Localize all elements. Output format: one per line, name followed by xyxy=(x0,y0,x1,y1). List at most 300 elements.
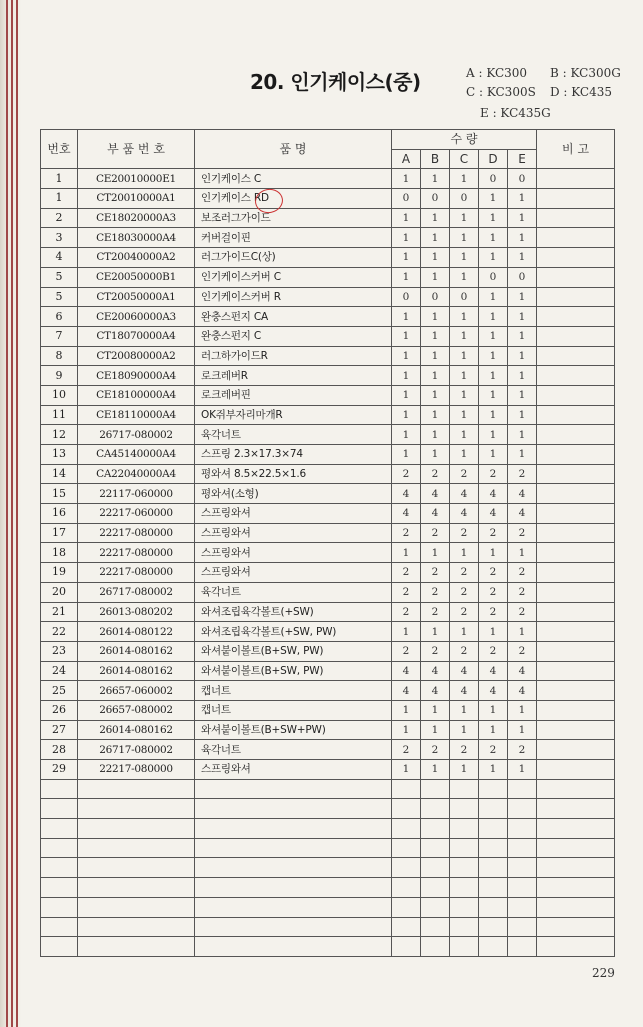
empty-cell xyxy=(479,917,508,937)
qty-cell: 1 xyxy=(392,543,421,563)
parts-table-body xyxy=(41,169,615,957)
part-number: CE20050000B1 xyxy=(78,267,195,287)
qty-cell: 1 xyxy=(392,248,421,268)
binding-line xyxy=(16,0,18,1027)
empty-cell xyxy=(195,838,392,858)
model-a: A : KC300 xyxy=(466,66,528,80)
table-row xyxy=(41,720,615,740)
part-number: CE18020000A3 xyxy=(78,208,195,228)
part-name: 스프링와셔 xyxy=(195,523,392,543)
qty-cell: 1 xyxy=(392,385,421,405)
empty-cell xyxy=(392,838,421,858)
qty-cell: 1 xyxy=(450,760,479,780)
remark-cell xyxy=(537,405,615,425)
row-number: 5 xyxy=(41,267,78,287)
table-row xyxy=(41,602,615,622)
qty-cell: 1 xyxy=(421,169,450,189)
empty-cell xyxy=(508,897,537,917)
row-number: 7 xyxy=(41,326,78,346)
qty-cell: 1 xyxy=(392,425,421,445)
remark-cell xyxy=(537,366,615,386)
empty-cell xyxy=(508,838,537,858)
empty-row xyxy=(41,799,615,819)
part-number: CE20010000E1 xyxy=(78,169,195,189)
empty-cell xyxy=(479,838,508,858)
qty-cell: 1 xyxy=(508,366,537,386)
empty-cell xyxy=(78,799,195,819)
empty-cell xyxy=(508,878,537,898)
qty-cell: 0 xyxy=(508,267,537,287)
table-row xyxy=(41,681,615,701)
qty-cell: 1 xyxy=(450,425,479,445)
qty-cell: 1 xyxy=(450,622,479,642)
row-number: 27 xyxy=(41,720,78,740)
qty-cell: 1 xyxy=(479,622,508,642)
remark-cell xyxy=(537,307,615,327)
remark-cell xyxy=(537,504,615,524)
part-name: 와셔조립육각볼트(+SW) xyxy=(195,602,392,622)
qty-cell: 2 xyxy=(450,464,479,484)
qty-cell: 0 xyxy=(450,189,479,209)
empty-cell xyxy=(41,819,78,839)
part-number: 22217-080000 xyxy=(78,543,195,563)
qty-cell: 2 xyxy=(421,740,450,760)
qty-cell: 1 xyxy=(421,248,450,268)
qty-cell: 1 xyxy=(508,543,537,563)
qty-cell: 1 xyxy=(479,208,508,228)
part-name: 스프링와셔 xyxy=(195,504,392,524)
qty-cell: 1 xyxy=(450,346,479,366)
empty-cell xyxy=(41,878,78,898)
row-number: 9 xyxy=(41,366,78,386)
qty-cell: 1 xyxy=(450,267,479,287)
part-number: 22217-080000 xyxy=(78,760,195,780)
part-name: 보조러그가이드 xyxy=(195,208,392,228)
empty-row xyxy=(41,779,615,799)
qty-cell: 1 xyxy=(508,425,537,445)
remark-cell xyxy=(537,543,615,563)
empty-cell xyxy=(537,917,615,937)
qty-cell: 1 xyxy=(479,189,508,209)
qty-cell: 1 xyxy=(392,405,421,425)
empty-cell xyxy=(41,937,78,957)
part-number: 26717-080002 xyxy=(78,582,195,602)
table-row xyxy=(41,582,615,602)
qty-cell: 1 xyxy=(479,248,508,268)
remark-cell xyxy=(537,523,615,543)
empty-cell xyxy=(41,838,78,858)
table-row xyxy=(41,700,615,720)
qty-cell: 2 xyxy=(508,563,537,583)
part-name: 러그가이드C(상) xyxy=(195,248,392,268)
qty-cell: 4 xyxy=(479,681,508,701)
empty-cell xyxy=(78,937,195,957)
qty-cell: 1 xyxy=(392,326,421,346)
remark-cell xyxy=(537,700,615,720)
qty-cell: 2 xyxy=(392,563,421,583)
empty-cell xyxy=(195,779,392,799)
qty-cell: 4 xyxy=(479,661,508,681)
page-title: 20. 인기케이스(중) xyxy=(250,70,421,94)
qty-cell: 1 xyxy=(508,208,537,228)
qty-cell: 1 xyxy=(450,248,479,268)
part-name: OK쥐부자리마개R xyxy=(195,405,392,425)
part-number: 22117-060000 xyxy=(78,484,195,504)
qty-cell: 1 xyxy=(421,366,450,386)
part-name: 커버걸이핀 xyxy=(195,228,392,248)
remark-cell xyxy=(537,720,615,740)
empty-row xyxy=(41,838,615,858)
qty-cell: 4 xyxy=(479,484,508,504)
qty-cell: 0 xyxy=(421,189,450,209)
empty-cell xyxy=(421,779,450,799)
row-number: 20 xyxy=(41,582,78,602)
qty-cell: 4 xyxy=(508,484,537,504)
empty-cell xyxy=(508,819,537,839)
qty-cell: 4 xyxy=(450,681,479,701)
qty-cell: 1 xyxy=(392,622,421,642)
part-number: 22217-060000 xyxy=(78,504,195,524)
remark-cell xyxy=(537,464,615,484)
part-name: 완충스펀지 C xyxy=(195,326,392,346)
empty-cell xyxy=(195,858,392,878)
part-name: 로크레버핀 xyxy=(195,385,392,405)
empty-cell xyxy=(479,779,508,799)
qty-cell: 1 xyxy=(450,169,479,189)
header-no: 번호 xyxy=(41,130,78,169)
remark-cell xyxy=(537,287,615,307)
header-remark: 비 고 xyxy=(537,130,615,169)
empty-cell xyxy=(537,819,615,839)
part-number: CA45140000A4 xyxy=(78,445,195,465)
qty-cell: 1 xyxy=(479,385,508,405)
qty-cell: 1 xyxy=(421,760,450,780)
row-number: 15 xyxy=(41,484,78,504)
table-row xyxy=(41,189,615,209)
part-number: 26657-080002 xyxy=(78,700,195,720)
qty-cell: 1 xyxy=(421,405,450,425)
qty-cell: 1 xyxy=(450,385,479,405)
empty-cell xyxy=(450,858,479,878)
qty-cell: 1 xyxy=(479,307,508,327)
empty-cell xyxy=(78,917,195,937)
part-name: 평와셔 8.5×22.5×1.6 xyxy=(195,464,392,484)
qty-cell: 2 xyxy=(479,464,508,484)
remark-cell xyxy=(537,169,615,189)
empty-cell xyxy=(537,799,615,819)
empty-cell xyxy=(537,779,615,799)
qty-cell: 1 xyxy=(421,445,450,465)
qty-cell: 1 xyxy=(421,208,450,228)
qty-cell: 4 xyxy=(392,504,421,524)
part-name: 인기케이스커버 R xyxy=(195,287,392,307)
empty-cell xyxy=(421,917,450,937)
part-number: 22217-080000 xyxy=(78,563,195,583)
model-c: C : KC300S xyxy=(466,85,536,99)
row-number: 12 xyxy=(41,425,78,445)
table-row xyxy=(41,425,615,445)
remark-cell xyxy=(537,346,615,366)
part-name: 완충스펀지 CA xyxy=(195,307,392,327)
row-number: 18 xyxy=(41,543,78,563)
remark-cell xyxy=(537,445,615,465)
part-name: 캡너트 xyxy=(195,700,392,720)
remark-cell xyxy=(537,563,615,583)
qty-cell: 4 xyxy=(421,504,450,524)
table-row xyxy=(41,326,615,346)
empty-cell xyxy=(392,799,421,819)
qty-cell: 1 xyxy=(450,405,479,425)
part-name: 인기케이스 C xyxy=(195,169,392,189)
qty-cell: 2 xyxy=(450,523,479,543)
qty-cell: 4 xyxy=(392,661,421,681)
empty-cell xyxy=(450,838,479,858)
qty-cell: 1 xyxy=(508,346,537,366)
qty-cell: 2 xyxy=(479,582,508,602)
part-number: CT18070000A4 xyxy=(78,326,195,346)
empty-cell xyxy=(421,799,450,819)
qty-cell: 1 xyxy=(450,543,479,563)
qty-cell: 1 xyxy=(508,405,537,425)
header-col-e: E xyxy=(508,149,537,169)
binding-line xyxy=(6,0,8,1027)
qty-cell: 2 xyxy=(392,740,421,760)
qty-cell: 0 xyxy=(508,169,537,189)
empty-row xyxy=(41,917,615,937)
qty-cell: 4 xyxy=(392,484,421,504)
row-number: 11 xyxy=(41,405,78,425)
empty-cell xyxy=(508,858,537,878)
qty-cell: 1 xyxy=(479,228,508,248)
empty-cell xyxy=(78,878,195,898)
table-row xyxy=(41,385,615,405)
qty-cell: 1 xyxy=(479,445,508,465)
empty-cell xyxy=(537,897,615,917)
qty-cell: 2 xyxy=(421,563,450,583)
part-number: CE20060000A3 xyxy=(78,307,195,327)
empty-cell xyxy=(421,819,450,839)
qty-cell: 2 xyxy=(392,602,421,622)
part-name: 와셔조립육각볼트(+SW, PW) xyxy=(195,622,392,642)
qty-cell: 1 xyxy=(392,228,421,248)
qty-cell: 2 xyxy=(421,641,450,661)
page-number: 229 xyxy=(592,966,615,980)
qty-cell: 2 xyxy=(450,563,479,583)
part-name: 러그하가이드R xyxy=(195,346,392,366)
remark-cell xyxy=(537,248,615,268)
qty-cell: 1 xyxy=(508,445,537,465)
qty-cell: 1 xyxy=(421,228,450,248)
remark-cell xyxy=(537,760,615,780)
qty-cell: 1 xyxy=(479,543,508,563)
qty-cell: 1 xyxy=(508,189,537,209)
qty-cell: 1 xyxy=(479,326,508,346)
empty-cell xyxy=(450,799,479,819)
row-number: 14 xyxy=(41,464,78,484)
header-name: 품 명 xyxy=(195,130,392,169)
empty-cell xyxy=(479,937,508,957)
remark-cell xyxy=(537,661,615,681)
empty-cell xyxy=(537,937,615,957)
table-row xyxy=(41,543,615,563)
empty-cell xyxy=(479,878,508,898)
qty-cell: 0 xyxy=(392,189,421,209)
empty-cell xyxy=(508,799,537,819)
empty-cell xyxy=(392,897,421,917)
part-number: CE18090000A4 xyxy=(78,366,195,386)
qty-cell: 1 xyxy=(479,287,508,307)
qty-cell: 4 xyxy=(421,681,450,701)
qty-cell: 2 xyxy=(508,602,537,622)
qty-cell: 2 xyxy=(392,523,421,543)
part-name: 와셔붙이볼트(B+SW, PW) xyxy=(195,661,392,681)
empty-cell xyxy=(392,937,421,957)
row-number: 4 xyxy=(41,248,78,268)
row-number: 29 xyxy=(41,760,78,780)
qty-cell: 2 xyxy=(450,602,479,622)
qty-cell: 1 xyxy=(421,385,450,405)
qty-cell: 2 xyxy=(392,582,421,602)
empty-cell xyxy=(450,897,479,917)
part-name: 스프링와셔 xyxy=(195,760,392,780)
empty-cell xyxy=(78,897,195,917)
empty-cell xyxy=(450,779,479,799)
remark-cell xyxy=(537,425,615,445)
qty-cell: 1 xyxy=(450,366,479,386)
qty-cell: 1 xyxy=(508,307,537,327)
qty-cell: 1 xyxy=(421,700,450,720)
empty-cell xyxy=(537,858,615,878)
part-number: 26013-080202 xyxy=(78,602,195,622)
remark-cell xyxy=(537,385,615,405)
header-col-d: D xyxy=(479,149,508,169)
table-row xyxy=(41,248,615,268)
remark-cell xyxy=(537,326,615,346)
row-number: 28 xyxy=(41,740,78,760)
qty-cell: 2 xyxy=(392,464,421,484)
qty-cell: 1 xyxy=(479,700,508,720)
qty-cell: 0 xyxy=(421,287,450,307)
part-number: CA22040000A4 xyxy=(78,464,195,484)
part-name: 캡너트 xyxy=(195,681,392,701)
qty-cell: 1 xyxy=(421,543,450,563)
row-number: 13 xyxy=(41,445,78,465)
empty-cell xyxy=(479,799,508,819)
empty-row xyxy=(41,937,615,957)
qty-cell: 2 xyxy=(450,641,479,661)
empty-cell xyxy=(41,897,78,917)
qty-cell: 2 xyxy=(508,641,537,661)
qty-cell: 2 xyxy=(508,582,537,602)
qty-cell: 2 xyxy=(450,740,479,760)
row-number: 10 xyxy=(41,385,78,405)
empty-row xyxy=(41,897,615,917)
qty-cell: 1 xyxy=(479,346,508,366)
table-row xyxy=(41,661,615,681)
remark-cell xyxy=(537,267,615,287)
qty-cell: 0 xyxy=(479,267,508,287)
table-row xyxy=(41,504,615,524)
table-row xyxy=(41,228,615,248)
qty-cell: 1 xyxy=(508,622,537,642)
header-col-c: C xyxy=(450,149,479,169)
row-number: 6 xyxy=(41,307,78,327)
empty-row xyxy=(41,819,615,839)
table-row xyxy=(41,346,615,366)
qty-cell: 4 xyxy=(508,681,537,701)
part-number: 26657-060002 xyxy=(78,681,195,701)
qty-cell: 1 xyxy=(392,307,421,327)
qty-cell: 1 xyxy=(392,267,421,287)
remark-cell xyxy=(537,602,615,622)
qty-cell: 1 xyxy=(479,425,508,445)
qty-cell: 2 xyxy=(508,523,537,543)
qty-cell: 1 xyxy=(450,445,479,465)
row-number: 26 xyxy=(41,700,78,720)
qty-cell: 4 xyxy=(479,504,508,524)
part-number: 26014-080162 xyxy=(78,641,195,661)
part-name: 와셔붙이볼트(B+SW+PW) xyxy=(195,720,392,740)
part-number: CE18100000A4 xyxy=(78,385,195,405)
row-number: 5 xyxy=(41,287,78,307)
empty-cell xyxy=(392,917,421,937)
part-number: CT20080000A2 xyxy=(78,346,195,366)
row-number: 1 xyxy=(41,189,78,209)
qty-cell: 0 xyxy=(450,287,479,307)
qty-cell: 1 xyxy=(450,307,479,327)
empty-cell xyxy=(78,819,195,839)
qty-cell: 1 xyxy=(450,228,479,248)
qty-cell: 4 xyxy=(508,661,537,681)
qty-cell: 4 xyxy=(450,484,479,504)
empty-cell xyxy=(392,779,421,799)
part-name: 와셔붙이볼트(B+SW, PW) xyxy=(195,641,392,661)
qty-cell: 1 xyxy=(421,425,450,445)
qty-cell: 4 xyxy=(450,661,479,681)
qty-cell: 1 xyxy=(392,700,421,720)
qty-cell: 2 xyxy=(479,523,508,543)
table-row xyxy=(41,563,615,583)
empty-cell xyxy=(508,937,537,957)
row-number: 17 xyxy=(41,523,78,543)
part-number: CT20010000A1 xyxy=(78,189,195,209)
empty-cell xyxy=(450,937,479,957)
qty-cell: 1 xyxy=(508,228,537,248)
empty-cell xyxy=(78,858,195,878)
qty-cell: 1 xyxy=(450,326,479,346)
part-number: 22217-080000 xyxy=(78,523,195,543)
empty-cell xyxy=(479,819,508,839)
qty-cell: 1 xyxy=(508,720,537,740)
qty-cell: 1 xyxy=(392,445,421,465)
row-number: 21 xyxy=(41,602,78,622)
qty-cell: 1 xyxy=(450,208,479,228)
qty-cell: 1 xyxy=(392,760,421,780)
empty-cell xyxy=(41,858,78,878)
empty-cell xyxy=(450,917,479,937)
row-number: 23 xyxy=(41,641,78,661)
table-row xyxy=(41,760,615,780)
table-row xyxy=(41,307,615,327)
qty-cell: 1 xyxy=(421,720,450,740)
empty-cell xyxy=(450,819,479,839)
qty-cell: 2 xyxy=(479,602,508,622)
remark-cell xyxy=(537,189,615,209)
qty-cell: 4 xyxy=(508,504,537,524)
qty-cell: 1 xyxy=(508,248,537,268)
table-row xyxy=(41,622,615,642)
table-row xyxy=(41,484,615,504)
